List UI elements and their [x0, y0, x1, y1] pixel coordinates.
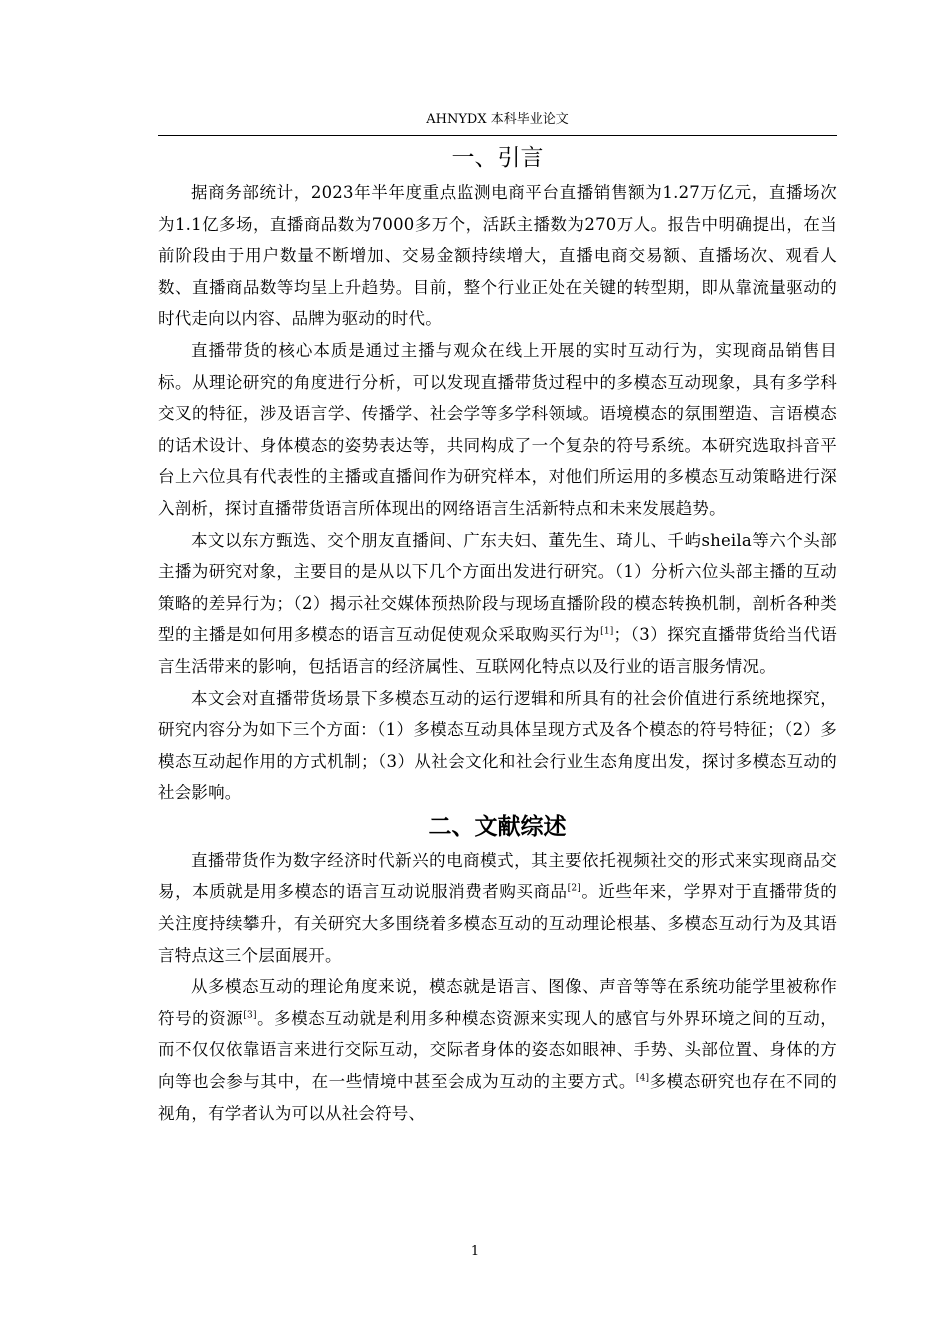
paragraph-text: 直播带货的核心本质是通过主播与观众在线上开展的实时互动行为，实现商品销售目标。从理论研究的角度进行分析，可以发现直播带货过程中的多模态互动现象，具有多学科交叉的特征，涉及语言学、传播学、社会学等多学科领域。语境模态的氛围塑造、言语模态的话术设计、身体模态的姿势表达等，共同构成了一个复杂的符号系统。本研究选取抖音平台上六位具有代表性的主播或直播间作为研究样本，对他们所运用的多模态互动策略进行深入剖析，探讨直播带货语言所体现出的网络语言生活新特点和未来发展趋势。 [158, 340, 837, 518]
paragraph-text: 从多模态互动的理论角度来说，模态就是语言、图像、声音等等在系统功能学里被称作符号的资源 [158, 977, 837, 1028]
paragraph-text: 多模态研究也存在不同的视角，有学者认为可以从社会符号、 [158, 1072, 837, 1123]
paragraph-text: 。近些年来，学界对于直播带货的关注度持续攀升，有关研究大多围绕着多模态互动的互动理论根基、多模态互动行为及其语言特点这三个层面展开。 [158, 882, 837, 965]
citation-reference: [4] [635, 1073, 650, 1084]
body-paragraph [158, 177, 837, 335]
body-paragraph [158, 683, 837, 809]
body-paragraph [158, 335, 837, 525]
paragraph-text: 据商务部统计，2023年半年度重点监测电商平台直播销售额为1.27万亿元，直播场次为1.1亿多场，直播商品数为7000多万个，活跃主播数为270万人。报告中明确提出，在当前阶段由于用户数量不断增加、交易金额持续增大，直播电商交易额、直播场次、观看人数、直播商品数等均呈上升趋势。目前，整个行业正处在关键的转型期，即从靠流量驱动的时代走向以内容、品牌为驱动的时代。 [158, 183, 837, 329]
section-heading: 一、引言 [451, 145, 544, 171]
paragraph-text: ；（3）探究直播带货给当代语言生活带来的影响，包括语言的经济属性、互联网化特点以及行业的语言服务情况。 [158, 625, 837, 676]
paragraph-text: 本文会对直播带货场景下多模态互动的运行逻辑和所具有的社会价值进行系统地探究，研究内容分为如下三个方面：（1）多模态互动具体呈现方式及各个模态的符号特征；（2）多模态互动起作用的方式机制；（3）从社会文化和社会行业生态角度出发，探讨多模态互动的社会影响。 [158, 688, 837, 803]
body-paragraph [158, 845, 837, 971]
citation-reference: [3] [243, 1010, 257, 1021]
page-number: 1 [470, 1244, 480, 1259]
paragraph-text: 直播带货作为数字经济时代新兴的电商模式，其主要依托视频社交的形式来实现商品交易，本质就是用多模态的语言互动说服消费者购买商品 [158, 850, 837, 902]
paragraph-text: 本文以东方甄选、交个朋友直播间、广东夫妇、董先生、琦儿、千屿sheila等六个头部主播为研究对象，主要目的是从以下几个方面出发进行研究。（1）分析六位头部主播的互动策略的差异行为；（2）揭示社交媒体预热阶段与现场直播阶段的模态转换机制，剖析各种类型的主播是如何用多模态的语言互动促使观众采取购买行为 [158, 530, 837, 645]
section-heading: 二、文献综述 [428, 813, 567, 840]
document-body [158, 139, 837, 1129]
citation-reference: [2] [567, 883, 581, 894]
citation-reference: [1] [600, 626, 614, 637]
body-paragraph [158, 971, 837, 1129]
running-header: AHNYDX 本科毕业论文 [426, 112, 569, 127]
header-divider [158, 135, 837, 136]
paragraph-text: 。多模态互动就是利用多种模态资源来实现人的感官与外界环境之间的互动，而不仅仅依靠语言来进行交际互动，交际者身体的姿态如眼神、手势、头部位置、身体的方向等也会参与其中，在一些情境中甚至会成为互动的主要方式。 [158, 1008, 837, 1092]
body-paragraph [158, 525, 837, 683]
